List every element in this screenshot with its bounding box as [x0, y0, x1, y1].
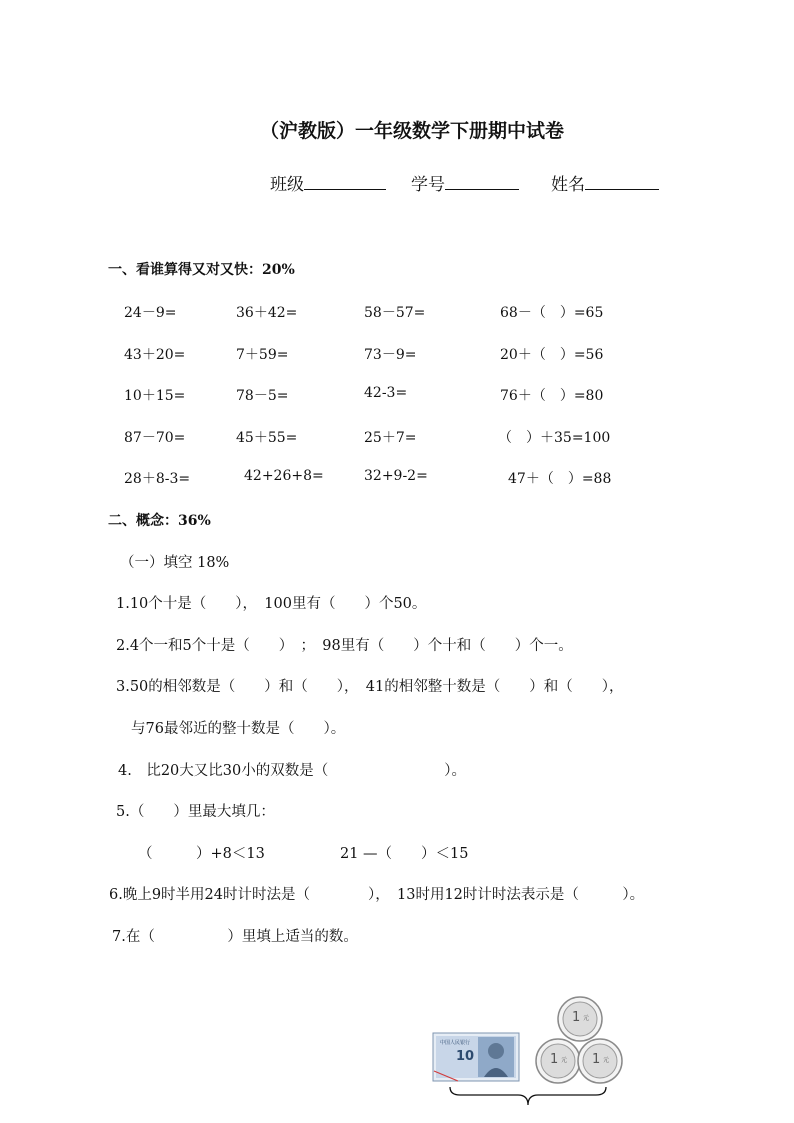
question-2: 2.4个一和5个十是（ ） ； 98里有（ ）个十和（ ）个一。: [116, 638, 573, 654]
equation: 58－57=: [364, 305, 426, 321]
one-yuan-coin: [578, 1039, 622, 1083]
equation: 24－9=: [124, 305, 177, 321]
number-blank[interactable]: [445, 173, 519, 190]
coin-unit: 元: [603, 1057, 610, 1064]
section2-heading: 二、概念：36%: [108, 513, 211, 529]
question-7: 7.在（ ）里填上适当的数。: [112, 929, 358, 945]
question-3-continued: 与76最邻近的整十数是（ ）。: [131, 721, 346, 737]
question-3: 3.50的相邻数是（ ）和（ ）， 41的相邻整十数是（ ）和（ ），: [116, 679, 624, 695]
banknote-value: 10: [456, 1049, 475, 1064]
section1-heading: 一、看谁算得又对又快：20%: [108, 262, 295, 278]
coin-value: 1: [550, 1052, 559, 1067]
equation: 28＋8-3=: [124, 471, 191, 487]
class-blank[interactable]: [304, 173, 386, 190]
name-field[interactable]: [551, 170, 659, 195]
equation: 68－（ ）=65: [500, 305, 604, 321]
coin-value: 1: [572, 1010, 581, 1025]
class-label: 班级: [270, 175, 304, 195]
question-5-part-a: （ ）+8＜13: [138, 846, 265, 862]
one-yuan-coin: [536, 1039, 580, 1083]
equation: 43＋20=: [124, 347, 186, 363]
equation: 45＋55=: [236, 430, 298, 446]
number-field[interactable]: [411, 170, 519, 195]
page-title: （沪教版）一年级数学下册期中试卷: [259, 120, 564, 142]
equation: 47＋（ ）=88: [508, 471, 612, 487]
question-5: 5.（ ）里最大填几：: [116, 804, 275, 820]
equation: 78－5=: [236, 388, 289, 404]
question-6: 6.晚上9时半用24时计时法是（ ）， 13时用12时计时法表示是（ ）。: [109, 887, 645, 903]
banknote-header: 中国人民银行: [440, 1040, 471, 1046]
money-illustration: [428, 995, 638, 1113]
class-field[interactable]: [270, 170, 386, 195]
question-5-part-b: 21 —（ ）＜15: [340, 846, 469, 862]
subsection-fill-blank: （一）填空 18%: [120, 555, 230, 571]
coin-value: 1: [592, 1052, 601, 1067]
ten-yuan-banknote: [433, 1033, 519, 1081]
equation: 36＋42=: [236, 305, 298, 321]
equation: 32+9-2=: [364, 468, 428, 484]
coin-unit: 元: [583, 1015, 590, 1022]
question-4: 4. 比20大又比30小的双数是（ ）。: [118, 763, 466, 779]
equation: 20＋（ ）=56: [500, 347, 604, 363]
number-label: 学号: [411, 175, 445, 195]
equation: 25＋7=: [364, 430, 417, 446]
equation: 10＋15=: [124, 388, 186, 404]
equation: 87－70=: [124, 430, 186, 446]
one-yuan-coin: [558, 997, 602, 1041]
equation: （ ）＋35=100: [498, 430, 611, 446]
equation: 7＋59=: [236, 347, 289, 363]
question-1: 1.10个十是（ ）， 100里有（ ）个50。: [116, 596, 427, 612]
name-blank[interactable]: [585, 173, 659, 190]
name-label: 姓名: [551, 175, 585, 195]
equation: 42+26+8=: [244, 468, 324, 484]
equation: 73－9=: [364, 347, 417, 363]
brace: [450, 1087, 606, 1105]
equation: 42-3=: [364, 385, 408, 401]
equation: 76＋（ ）=80: [500, 388, 604, 404]
coin-unit: 元: [561, 1057, 568, 1064]
